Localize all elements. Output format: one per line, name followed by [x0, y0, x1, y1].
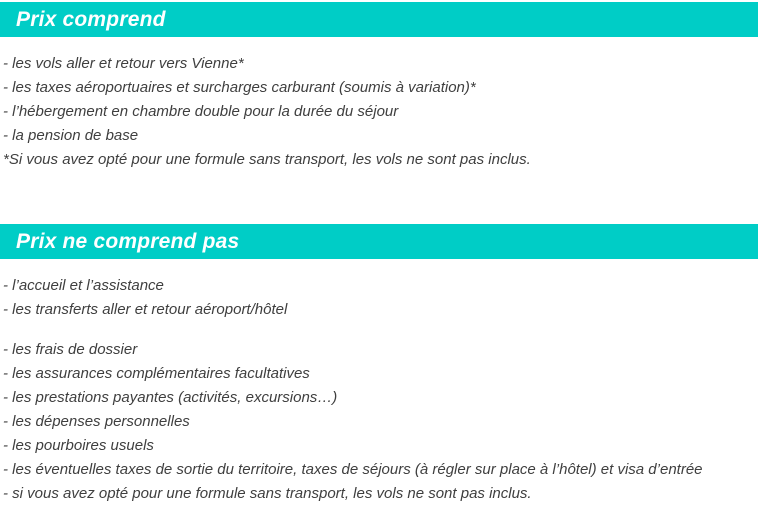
section-title: Prix comprend: [16, 8, 166, 31]
list-item: - la pension de base: [3, 127, 139, 144]
section-prix-ne-comprend-pas: [0, 224, 758, 506]
list-item: - les vols aller et retour vers Vienne*: [3, 55, 244, 72]
excluded-items-list: [3, 274, 758, 506]
list-item: - les taxes aéroportuaires et surcharges carburant (soumis à variation)*: [3, 79, 476, 96]
list-item: - si vous avez opté pour une formule sans transport, les vols ne sont pas inclus.: [3, 485, 532, 502]
list-item: - les prestations payantes (activités, excursions…): [3, 389, 338, 406]
list-item: - les assurances complémentaires facultatives: [3, 365, 310, 382]
list-item: - les éventuelles taxes de sortie du territoire, taxes de séjours (à régler sur place à l’hôtel) et visa d’entrée: [3, 461, 703, 478]
section-title: Prix ne comprend pas: [16, 230, 240, 253]
list-item: - les transferts aller et retour aéroport/hôtel: [3, 301, 288, 318]
section-prix-comprend: [0, 2, 758, 172]
list-item: - les dépenses personnelles: [3, 413, 190, 430]
section-header-bar: [0, 224, 758, 259]
list-item: - les frais de dossier: [3, 341, 138, 358]
list-item: - l’hébergement en chambre double pour la durée du séjour: [3, 103, 399, 120]
included-items-list: [3, 52, 758, 172]
list-spacer: [3, 322, 758, 338]
list-item: *Si vous avez opté pour une formule sans transport, les vols ne sont pas inclus.: [3, 151, 531, 168]
list-item: - l’accueil et l’assistance: [3, 277, 164, 294]
section-header-bar: [0, 2, 758, 37]
list-item: - les pourboires usuels: [3, 437, 154, 454]
